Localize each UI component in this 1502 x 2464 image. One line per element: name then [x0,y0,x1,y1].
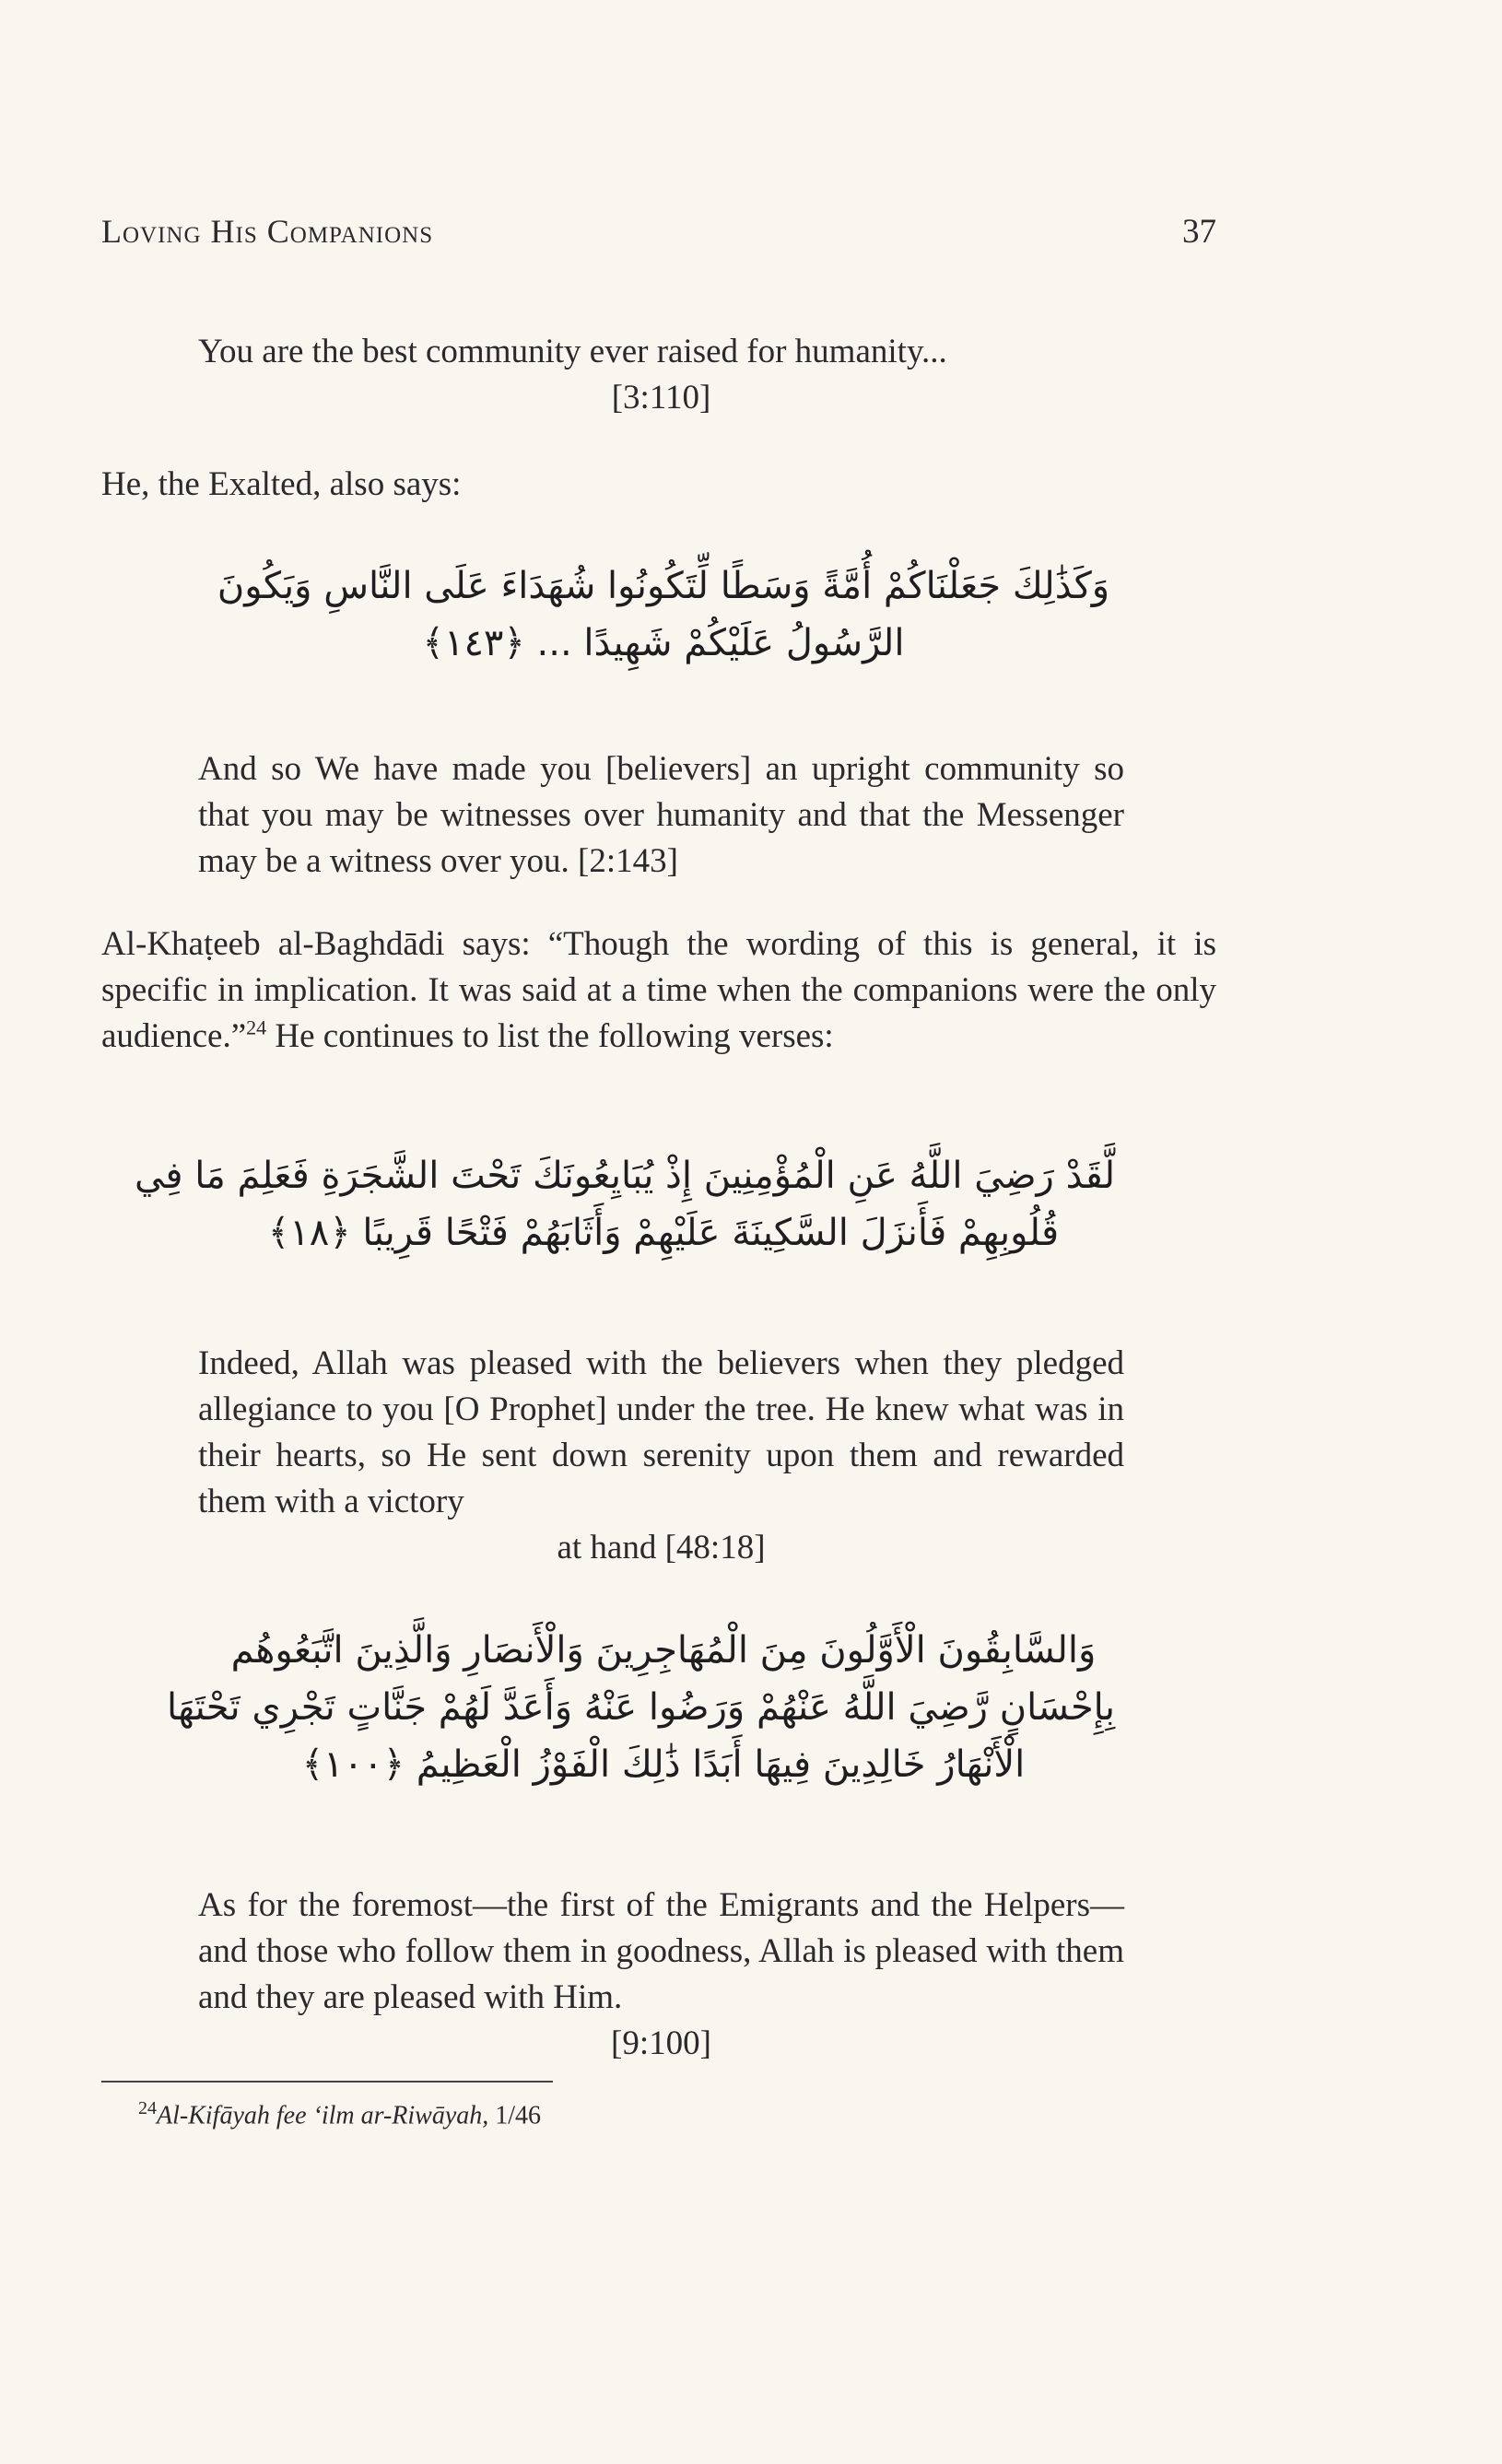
quote-last-line: at hand [48:18] [557,1529,766,1566]
arabic-verse-48-18 [135,1147,1115,1261]
arabic-line: الرَّسُولُ عَلَيْكُمْ شَهِيدًا ... ﴿١٤٣﴾ [422,622,905,664]
quote-text: You are the best community ever raised for humanity... [198,333,947,370]
quote-3-110 [198,329,1124,421]
arabic-verse-2-143 [212,557,1115,672]
footnote-number: 24 [138,2098,157,2118]
footnote-location: 1/46 [488,2101,542,2130]
footnote-title: Al-Kifāyah fee ‘ilm ar-Riwāyah, [157,2101,489,2130]
arabic-line: الْأَنْهَارُ خَالِدِينَ فِيهَا أَبَدًا ذَٰلِكَ الْفَوْزُ الْعَظِيمُ ﴿١٠٠﴾ [301,1743,1026,1786]
quote-text: Indeed, Allah was pleased with the believers when they pledged allegiance to you [O Prophet] under the tree. He knew what was in their hearts, so He sent down serenity upon them and rewarded them with a victory [198,1344,1124,1520]
page-header [101,212,1216,252]
quote-text: As for the foremost—the first of the Emigrants and the Helpers—and those who follow them in goodness, Allah is pleased with them and they are pleased with Him. [198,1886,1124,2016]
footnote-divider [101,2081,553,2083]
quote-48-18 [198,1341,1124,1571]
footnote-marker: 24 [246,1015,267,1039]
verse-reference: [3:110] [611,379,711,417]
arabic-line: وَالسَّابِقُونَ الْأَوَّلُونَ مِنَ الْمُهَاجِرِينَ وَالْأَنصَارِ وَالَّذِينَ اتَّبَعُوهُم [230,1629,1097,1672]
quote-9-100 [198,1883,1124,2067]
arabic-line: قُلُوبِهِمْ فَأَنزَلَ السَّكِينَةَ عَلَيْهِمْ وَأَثَابَهُمْ فَتْحًا قَرِيبًا ﴿١٨﴾ [267,1212,1060,1254]
paragraph-text: Al-Khaṭeeb al-Baghdādi says: “Though the wording of this is general, it is specific in implication. It was said at a time when the companions were the only audience.” [101,925,1216,1055]
arabic-line: لَّقَدْ رَضِيَ اللَّهُ عَنِ الْمُؤْمِنِينَ إِذْ يُبَايِعُونَكَ تَحْتَ الشَّجَرَةِ فَعَلِمَ مَا فِي [135,1155,1115,1197]
running-head: Loving His Companions [101,213,434,250]
paragraph-khateeb [101,921,1216,1060]
page-number: 37 [1182,213,1216,251]
quote-2-143: And so We have made you [believers] an upright community so that you may be witnesses over humanity and that the Messenger may be a witness over you. [2:143] [198,750,1124,880]
footnote [138,2090,541,2134]
paragraph: He, the Exalted, also says: [101,465,462,503]
verse-reference: [9:100] [611,2024,711,2062]
arabic-verse-9-100 [167,1622,1115,1793]
arabic-line: بِإِحْسَانٍ رَّضِيَ اللَّهُ عَنْهُمْ وَرَضُوا عَنْهُ وَأَعَدَّ لَهُمْ جَنَّاتٍ تَجْرِي تَحْتَهَا [167,1686,1115,1729]
paragraph-text: He continues to list the following verses: [266,1017,834,1055]
arabic-line: وَكَذَٰلِكَ جَعَلْنَاكُمْ أُمَّةً وَسَطًا لِّتَكُونُوا شُهَدَاءَ عَلَى النَّاسِ وَيَكُونَ [217,565,1110,607]
